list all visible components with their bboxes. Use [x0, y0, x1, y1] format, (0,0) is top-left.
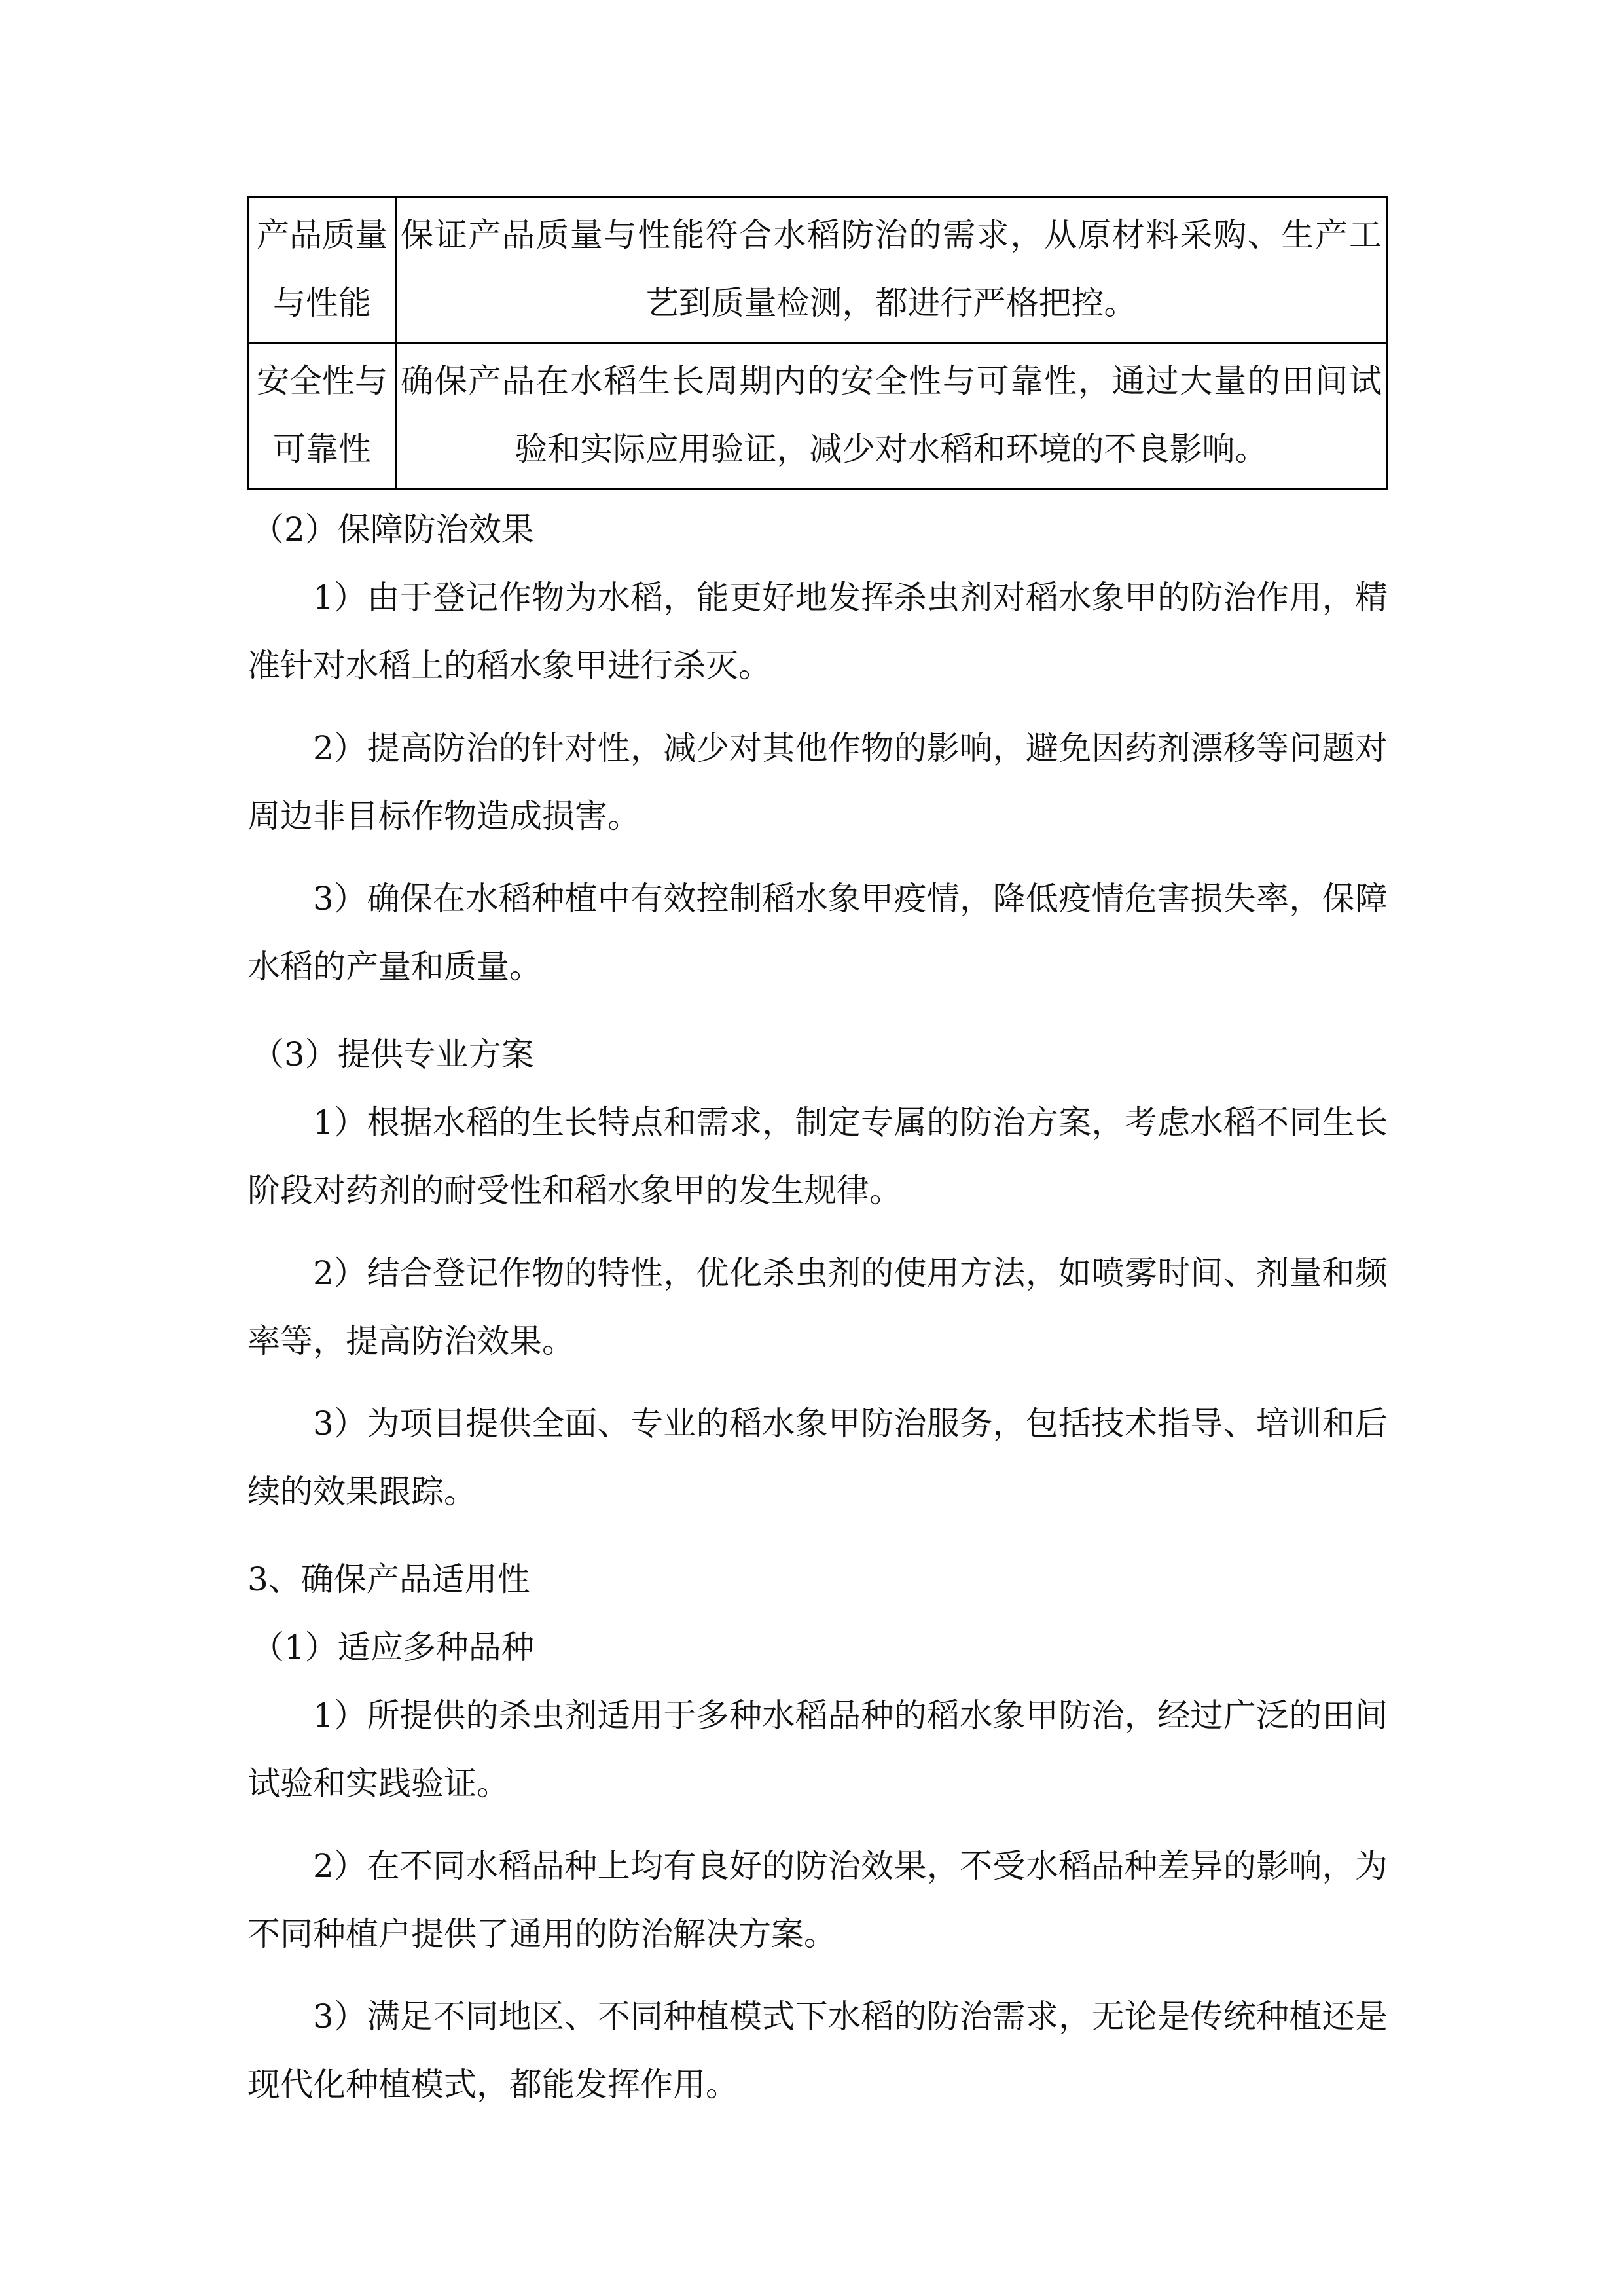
section-heading: （2）保障防治效果	[251, 511, 534, 548]
table-row-content: 确保产品在水稻生长周期内的安全性与可靠性，通过大量的田间试验和实际应用验证，减少对水稻和环境的不良影响。	[396, 344, 1387, 490]
document-page	[247, 196, 1388, 2119]
section-heading: （3）提供专业方案	[251, 1035, 534, 1073]
list-item: 3）满足不同地区、不同种植模式下水稻的防治需求，无论是传统种植还是现代化种植模式，都能发挥作用。	[247, 1998, 1388, 2104]
chapter-heading: 3、确保产品适用性	[247, 1560, 530, 1598]
label-line: 与性能	[273, 284, 371, 322]
list-item: 1）根据水稻的生长特点和需求，制定专属的防治方案，考虑水稻不同生长阶段对药剂的耐受性和稻水象甲的发生规律。	[247, 1103, 1388, 1210]
label-line: 产品质量	[257, 216, 388, 254]
table-row	[249, 198, 1387, 344]
list-item: 2）结合登记作物的特性，优化杀虫剂的使用方法，如喷雾时间、剂量和频率等，提高防治效果。	[247, 1254, 1388, 1360]
table-row	[249, 344, 1387, 490]
label-line: 安全性与	[257, 362, 388, 400]
list-item: 3）确保在水稻种植中有效控制稻水象甲疫情，降低疫情危害损失率，保障水稻的产量和质量。	[247, 880, 1388, 986]
list-item: 2）在不同水稻品种上均有良好的防治效果，不受水稻品种差异的影响，为不同种植户提供了通用的防治解决方案。	[247, 1847, 1388, 1953]
requirements-table	[247, 196, 1388, 490]
table-row-label	[249, 198, 396, 344]
list-item: 1）由于登记作物为水稻，能更好地发挥杀虫剂对稻水象甲的防治作用，精准针对水稻上的稻水象甲进行杀灭。	[247, 579, 1388, 685]
label-line: 可靠性	[273, 430, 371, 468]
list-item: 1）所提供的杀虫剂适用于多种水稻品种的稻水象甲防治，经过广泛的田间试验和实践验证。	[247, 1696, 1388, 1803]
table-row-content: 保证产品质量与性能符合水稻防治的需求，从原材料采购、生产工艺到质量检测，都进行严格把控。	[396, 198, 1387, 344]
section-heading: （1）适应多种品种	[251, 1628, 534, 1666]
list-item: 3）为项目提供全面、专业的稻水象甲防治服务，包括技术指导、培训和后续的效果跟踪。	[247, 1405, 1388, 1511]
list-item: 2）提高防治的针对性，减少对其他作物的影响，避免因药剂漂移等问题对周边非目标作物造成损害。	[247, 729, 1388, 835]
table-row-label	[249, 344, 396, 490]
